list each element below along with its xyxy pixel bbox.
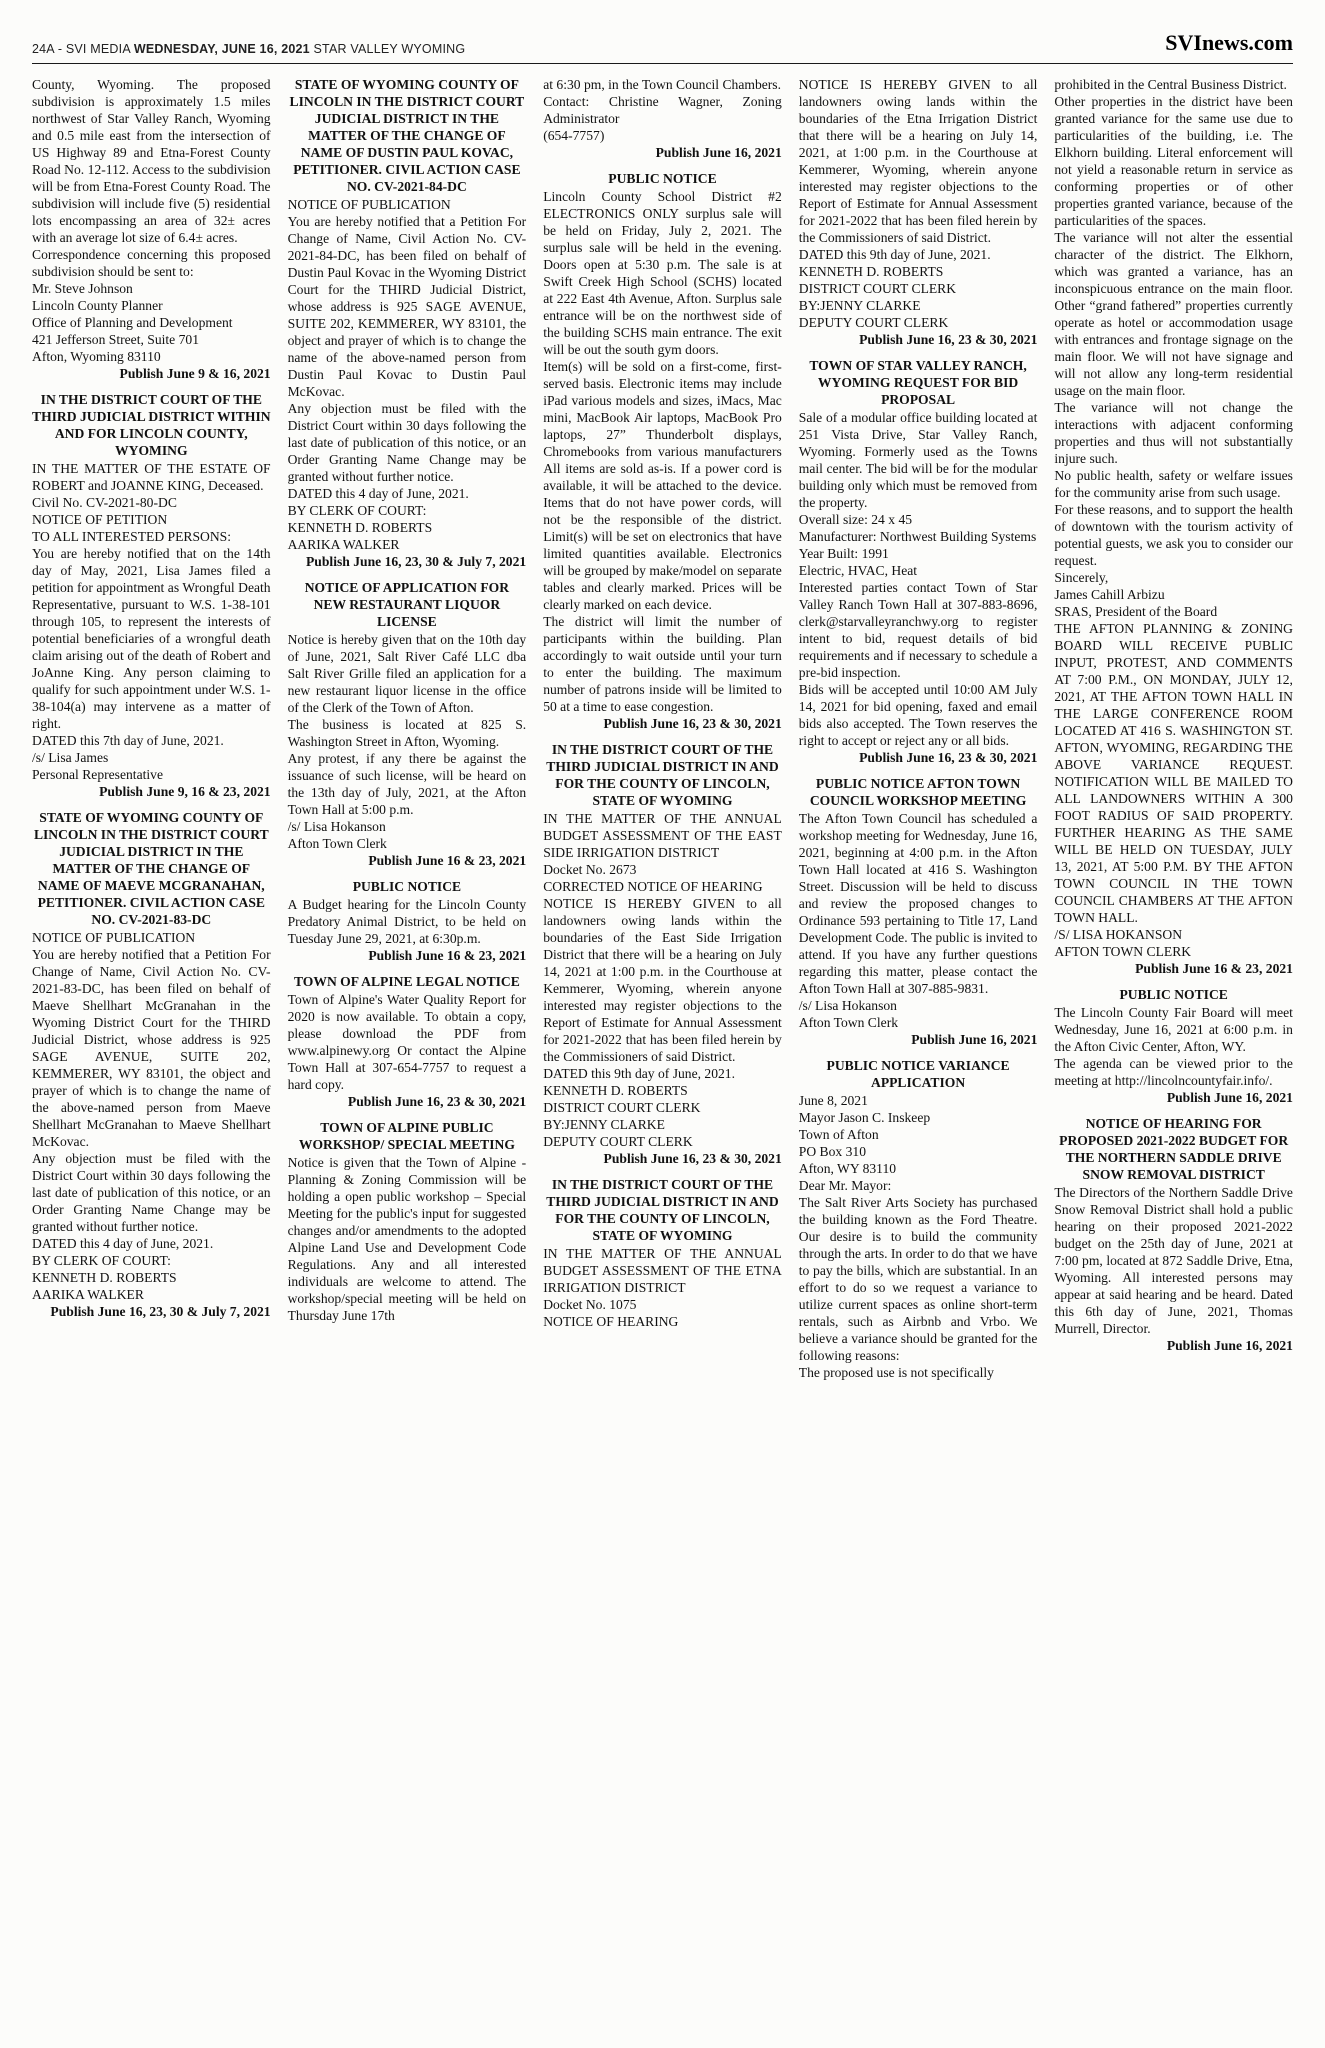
- notice-heading: PUBLIC NOTICE: [608, 171, 717, 186]
- folio-text: 24A - SVI MEDIA: [32, 42, 131, 56]
- notice-line: Docket No. 1075: [543, 1297, 637, 1312]
- notice-heading: STATE OF WYOMING COUNTY OF LINCOLN IN THE DISTRICT COURT JUDICIAL DISTRICT IN THE MATTER OF THE CHANGE OF NAME OF MAEVE MCGRANAHAN, PETITIONER. CIVIL ACTION CASE NO. CV-2021-83-DC: [33, 810, 269, 927]
- notice-paragraph: The business is located at 825 S. Washington Street in Afton, Wyoming.: [287, 717, 527, 749]
- notice-line: 421 Jefferson Street, Suite 701: [32, 332, 200, 347]
- notice-paragraph: Any protest, if any there be against the issuance of such license, will be heard on the 13th day of July, 2021, at the Afton Town Hall at 5:00 p.m.: [287, 751, 527, 817]
- page-folio: [32, 42, 465, 56]
- notice-line: KENNETH D. ROBERTS: [798, 264, 944, 279]
- notice-paragraph: Bids will be accepted until 10:00 AM July 14, 2021 for bid opening, faxed and email bids also accepted. The Town reserves the right to accept or reject any or all bids.: [798, 682, 1038, 748]
- notice-paragraph: The Lincoln County Fair Board will meet Wednesday, June 16, 2021 at 6:00 p.m. in the Afton Civic Center, Afton, WY.: [1054, 1005, 1293, 1054]
- notice-line: PO Box 310: [798, 1144, 867, 1159]
- notice-paragraph: The agenda can be viewed prior to the meeting at http://lincolncountyfair.info/.: [1054, 1056, 1293, 1088]
- column-4: [799, 76, 1038, 1381]
- notice-paragraph: CORRECTED NOTICE OF HEARING: [543, 879, 763, 894]
- notice-line: BY CLERK OF COURT:: [32, 1253, 171, 1268]
- notice-line: Afton, Wyoming 83110: [32, 349, 161, 364]
- notice-line: DATED this 9th day of June, 2021.: [798, 247, 991, 262]
- notice-paragraph: You are hereby notified that a Petition For Change of Name, Civil Action No. CV-2021-84-DC, has been filed on behalf of Dustin Paul Kovac in the Wyoming District Court for the THIRD Judicial District, whose address is 925 SAGE AVENUE, SUITE 202, KEMMERER, WY 83101, the object and prayer of which is to change the name of the above-named person from Dustin Paul Kovac to Dustin Paul McKovac.: [287, 214, 527, 399]
- notice-paragraph: You are hereby notified that on the 14th day of May, 2021, Lisa James filed a petition for appointment as Wrongful Death Representative, pursuant to W.S. 1-38-101 through 105, to represent the interests of potential beneficiaries of a wrongful death claim arising out of the death of Robert and JoAnne King. Any person claiming to qualify for such appointment under W.S. 1- 38-104(a) may intervene as a matter of right.: [32, 546, 271, 731]
- notice-paragraph: The proposed use is not specifically: [798, 1365, 994, 1380]
- publish-line: Publish June 16, 2021: [1166, 1090, 1293, 1105]
- notice-heading: TOWN OF ALPINE PUBLIC WORKSHOP/ SPECIAL MEETING: [298, 1120, 515, 1152]
- publish-line: Publish June 16, 23 & 30, 2021: [859, 750, 1038, 765]
- column-3: [543, 76, 782, 1381]
- publish-line: Publish June 16, 23, 30 & July 7, 2021: [50, 1304, 271, 1319]
- publish-line: Publish June 16 & 23, 2021: [1135, 961, 1293, 976]
- notice-line: DATED this 4 day of June, 2021.: [32, 1236, 214, 1251]
- notice-line: Mr. Steve Johnson: [32, 281, 133, 296]
- notice-line: KENNETH D. ROBERTS: [32, 1270, 177, 1285]
- notice-line: TO ALL INTERESTED PERSONS:: [32, 529, 232, 544]
- notice-line: Dear Mr. Mayor:: [798, 1178, 892, 1193]
- notice-paragraph: Other properties in the district have been granted variance for the same use due to particularities of the building, i.e. The Elkhorn building. Literal enforcement will not yield a reasonable return in service as conforming properties or of other properties granted variance, because of the particularities of the spaces.: [1054, 94, 1293, 228]
- notice-heading: PUBLIC NOTICE AFTON TOWN COUNCIL WORKSHOP MEETING: [809, 776, 1027, 808]
- notice-line: Afton Town Clerk: [287, 836, 387, 851]
- notice-paragraph: Item(s) will be sold on a first-come, first-served basis. Electronic items may include iPad various models and sizes, iMacs, Mac mini, MacBook Air laptops, MacBook Pro laptops, 27” Thunderbolt displays, Chromebooks from various manufacturers All items are sold as-is. If a power cord is available, it will be attached to the device. Items that do not have power cords, will not be the responsible of the district. Limit(s) will be set on electronics that have limited quantities available. Electronics will be grouped by make/model on separate tables and clearly marked. Prices will be clearly marked on each device.: [543, 359, 782, 612]
- column-5: [1054, 76, 1293, 1381]
- publish-line: Publish June 16, 23 & 30, 2021: [603, 716, 782, 731]
- notice-line: (654-7757): [543, 128, 605, 143]
- notice-heading: TOWN OF STAR VALLEY RANCH, WYOMING REQUEST FOR BID PROPOSAL: [809, 358, 1027, 407]
- publish-line: Publish June 16, 2021: [911, 1032, 1038, 1047]
- notice-line: NOTICE OF PUBLICATION: [287, 197, 451, 212]
- notice-line: Overall size: 24 x 45: [798, 512, 913, 527]
- masthead: [0, 0, 1325, 63]
- notice-line: BY:JENNY CLARKE: [543, 1117, 665, 1132]
- notice-paragraph: Contact: Christine Wagner, Zoning Administrator: [543, 94, 782, 126]
- notice-heading: STATE OF WYOMING COUNTY OF LINCOLN IN THE DISTRICT COURT JUDICIAL DISTRICT IN THE MATTER OF THE CHANGE OF NAME OF DUSTIN PAUL KOVAC, PETITIONER. CIVIL ACTION CASE NO. CV-2021-84-DC: [289, 77, 525, 194]
- notice-paragraph: prohibited in the Central Business District.: [1054, 77, 1287, 92]
- notice-paragraph: Lincoln County School District #2 ELECTRONICS ONLY surplus sale will be held on Friday, July 2, 2021. The surplus sale will be held in the evening. Doors open at 5:30 p.m. The sale is at Swift Creek High School (SCHS) located at 222 East 4th Avenue, Afton. Surplus sale entrance will be on the northwest side of the building SCHS main entrance. The exit will be out the south gym doors.: [543, 189, 782, 357]
- notice-paragraph: The Directors of the Northern Saddle Drive Snow Removal District shall hold a public hearing on their proposed 2021-2022 budget on the 25th day of June, 2021 at 7:00 pm, located at 872 Saddle Drive, Etna, Wyoming. All interested persons may appear at said hearing and be heard. Dated this 6th day of June, 2021, Thomas Murrell, Director.: [1054, 1185, 1293, 1336]
- notice-line: Mayor Jason C. Inskeep: [798, 1110, 931, 1125]
- notice-paragraph: THE AFTON PLANNING & ZONING BOARD WILL RECEIVE PUBLIC INPUT, PROTEST, AND COMMENTS AT 7:00 P.M., ON MONDAY, JULY 12, 2021, AT THE AFTON TOWN HALL IN THE LARGE CONFERENCE ROOM LOCATED AT 416 S. WASHINGTON ST. AFTON, WYOMING, REGARDING THE ABOVE VARIANCE REQUEST. NOTIFICATION WILL BE MAILED TO ALL LANDOWNERS WITHIN A 300 FOOT RADIUS OF SAID PROPERTY. FURTHER HEARING AS THE SAME WILL BE HELD ON TUESDAY, JULY 13, 2021, AT 5:00 P.M. BY THE AFTON TOWN COUNCIL IN THE TOWN COUNCIL CHAMBERS AT THE AFTON TOWN HALL.: [1054, 621, 1293, 925]
- notice-line: SRAS, President of the Board: [1054, 604, 1218, 619]
- notice-paragraph: Any objection must be filed with the District Court within 30 days following the last date of publication of this notice, or an Order Granting Name Change may be granted without further notice.: [32, 1151, 271, 1234]
- notice-paragraph: Interested parties contact Town of Star Valley Ranch Town Hall at 307-883-8696, clerk@starvalleyranchwy.org to register intent to bid, request details of bid requirements and if necessary to schedule a pre-bid inspection.: [798, 580, 1038, 680]
- notice-line: Personal Representative: [32, 767, 163, 782]
- notice-paragraph: NOTICE IS HEREBY GIVEN to all landowners owing lands within the boundaries of the Etna Irrigation District that there will be a hearing on July 14, 2021, at 1:00 p.m. in the Courthouse at Kemmerer, Wyoming, wherein anyone interested may register objections to the Report of Estimate for Annual Assessment for 2021-2022 that has been filed herein by the Commissioners of said District.: [798, 77, 1038, 245]
- column-2: [288, 76, 527, 1381]
- notice-line: Sincerely,: [1054, 570, 1109, 585]
- notice-heading: NOTICE OF APPLICATION FOR NEW RESTAURANT LIQUOR LICENSE: [304, 580, 510, 629]
- publish-line: Publish June 16, 23 & 30, 2021: [603, 1151, 782, 1166]
- notice-line: June 8, 2021: [798, 1093, 868, 1108]
- notice-line: AARIKA WALKER: [32, 1287, 144, 1302]
- notice-line: /s/ Lisa James: [32, 750, 109, 765]
- publish-line: Publish June 16, 23, 30 & July 7, 2021: [306, 554, 527, 569]
- notice-paragraph: NOTICE IS HEREBY GIVEN to all landowners owing lands within the boundaries of the East Side Irrigation District that there will be a hearing on July 14, 2021 at 1:00 p.m. in the Courthouse at Kemmerer, Wyoming, wherein anyone interested may register objections to the Report of Estimate for Annual Assessment for 2021-2022 that has been filed herein by the Commissioners of said District.: [543, 896, 782, 1064]
- issue-date: WEDNESDAY, JUNE 16, 2021: [133, 42, 310, 56]
- region-text: STAR VALLEY WYOMING: [313, 42, 466, 56]
- notice-paragraph: Town of Alpine's Water Quality Report for 2020 is now available. To obtain a copy, please download the PDF from www.alpinewy.org Or contact the Alpine Town Hall at 307-654-7757 to request a hard copy.: [287, 992, 527, 1092]
- publish-line: Publish June 9, 16 & 23, 2021: [99, 784, 271, 799]
- publish-line: Publish June 9 & 16, 2021: [119, 366, 271, 381]
- notice-line: DATED this 9th day of June, 2021.: [543, 1066, 735, 1081]
- notice-line: DISTRICT COURT CLERK: [543, 1100, 701, 1115]
- notice-heading: NOTICE OF HEARING FOR PROPOSED 2021-2022 BUDGET FOR THE NORTHERN SADDLE DRIVE SNOW REMOVAL DISTRICT: [1059, 1116, 1289, 1182]
- notice-line: Afton, WY 83110: [798, 1161, 897, 1176]
- notice-line: DATED this 4 day of June, 2021.: [287, 486, 469, 501]
- notice-line: Docket No. 2673: [543, 862, 637, 877]
- notice-paragraph: The district will limit the number of participants within the building. Plan accordingly to wait outside until your turn to enter the building. The maximum number of patrons inside will be limited to 50 at a time to ease congestion.: [543, 614, 782, 714]
- notice-line: Lincoln County Planner: [32, 298, 163, 313]
- notice-heading: PUBLIC NOTICE: [1119, 987, 1228, 1002]
- notice-paragraph: DATED this 7th day of June, 2021.: [32, 733, 224, 748]
- notice-heading: IN THE DISTRICT COURT OF THE THIRD JUDICIAL DISTRICT IN AND FOR THE COUNTY OF LINCOLN, STATE OF WYOMING: [546, 742, 779, 808]
- notice-line: AFTON TOWN CLERK: [1054, 944, 1192, 959]
- notice-paragraph: Notice is given that the Town of Alpine - Planning & Zoning Commission will be holding a open public workshop – Special Meeting for the public's input for suggested changes and/or amendments to the adopted Alpine Land Use and Development Code Regulations. Any and all interested individuals are welcome to attend. The workshop/special meeting will be held on Thursday June 17th: [287, 1155, 527, 1323]
- notice-paragraph: County, Wyoming. The proposed subdivision is approximately 1.5 miles northwest of Star Valley Ranch, Wyoming and 0.5 mile east from the intersection of US Highway 89 and Etna-Forest County Road No. 12-112. Access to the subdivision will be from Etna-Forest County Road. The subdivision will include five (5) residential lots encompassing an area of 32± acres with an average lot size of 6.4± acres.: [32, 77, 271, 245]
- notice-paragraph: No public health, safety or welfare issues for the community arise from such usage.: [1054, 468, 1293, 500]
- notice-line: NOTICE OF HEARING: [543, 1314, 679, 1329]
- notice-line: /s/ Lisa Hokanson: [287, 819, 386, 834]
- notice-line: BY:JENNY CLARKE: [798, 298, 921, 313]
- notice-line: KENNETH D. ROBERTS: [287, 520, 433, 535]
- notice-line: NOTICE OF PUBLICATION: [32, 930, 196, 945]
- notice-paragraph: The variance will not change the interactions with adjacent conforming properties and thus will not substantially injure such.: [1054, 400, 1293, 466]
- notice-heading: PUBLIC NOTICE: [352, 879, 462, 894]
- notice-line: /s/ Lisa Hokanson: [798, 998, 897, 1013]
- notice-paragraph: Correspondence concerning this proposed subdivision should be sent to:: [32, 247, 271, 279]
- publish-line: Publish June 16, 23 & 30, 2021: [859, 332, 1038, 347]
- notice-paragraph: Any objection must be filed with the District Court within 30 days following the last date of publication of this notice, or an Order Granting Name Change may be granted without further notice.: [287, 401, 527, 484]
- notice-paragraph: IN THE MATTER OF THE ANNUAL BUDGET ASSESSMENT OF THE ETNA IRRIGATION DISTRICT: [543, 1246, 782, 1295]
- notice-line: KENNETH D. ROBERTS: [543, 1083, 688, 1098]
- notice-heading: IN THE DISTRICT COURT OF THE THIRD JUDICIAL DISTRICT IN AND FOR THE COUNTY OF LINCOLN, STATE OF WYOMING: [546, 1177, 779, 1243]
- publish-line: Publish June 16, 23 & 30, 2021: [347, 1094, 527, 1109]
- notice-paragraph: The variance will not alter the essential character of the district. The Elkhorn, which was granted a variance, has an inconspicuous entrance on the main floor. Other “grand fathered” properties currently operate as hotel or accommodation usage with entrances and frontage signage on the main floor. We will not have signage and will not allow any long-term residential usage on the main floor.: [1054, 230, 1293, 398]
- publish-line: Publish June 16 & 23, 2021: [368, 853, 527, 868]
- notice-paragraph: A Budget hearing for the Lincoln County Predatory Animal District, to be held on Tuesday June 29, 2021, at 6:30p.m.: [287, 897, 527, 946]
- publish-line: Publish June 16, 2021: [655, 145, 782, 160]
- notice-paragraph: IN THE MATTER OF THE ANNUAL BUDGET ASSESSMENT OF THE EAST SIDE IRRIGATION DISTRICT: [543, 811, 782, 860]
- notice-paragraph: The Afton Town Council has scheduled a workshop meeting for Wednesday, June 16, 2021, beginning at 4:00 p.m. in the Afton Town Hall located at 416 S. Washington Street. Discussion will be held to discuss and review the proposed changes to Ordinance 593 pertaining to Title 17, Land Development Code. The public is invited to attend. If you have any further questions regarding this matter, please contact the Afton Town Hall at 307-885-9831.: [798, 811, 1038, 996]
- notice-heading: IN THE DISTRICT COURT OF THE THIRD JUDICIAL DISTRICT WITHIN AND FOR LINCOLN COUNTY, WYOMING: [32, 392, 271, 458]
- notice-paragraph: Manufacturer: Northwest Building Systems: [798, 529, 1037, 544]
- column-1: [32, 76, 271, 1381]
- notice-paragraph: Notice is hereby given that on the 10th day of June, 2021, Salt River Café LLC dba Salt River Grille filed an application for a new restaurant liquor license in the office of the Clerk of the Town of Afton.: [287, 632, 527, 715]
- notice-line: DEPUTY COURT CLERK: [798, 315, 949, 330]
- publish-line: Publish June 16 & 23, 2021: [368, 948, 527, 963]
- notice-paragraph: Sale of a modular office building located at 251 Vista Drive, Star Valley Ranch, Wyoming. Formerly used as the Towns mail center. The bid will be for the modular building only which must be removed from the property.: [798, 410, 1038, 510]
- notice-line: James Cahill Arbizu: [1054, 587, 1165, 602]
- notice-heading: PUBLIC NOTICE VARIANCE APPLICATION: [826, 1058, 1010, 1090]
- notice-line: Year Built: 1991: [798, 546, 889, 561]
- notice-paragraph: The Salt River Arts Society has purchased the building known as the Ford Theatre. Our desire is to build the community through the arts. In order to do that we have to pay the bills, which are substantial. In an effort to do so we request a variance to utilize current spaces as online short-term rentals, such as Airbnb and Vrbo. We believe a variance should be granted for the following reasons:: [798, 1195, 1038, 1363]
- legal-notices-columns: [0, 64, 1325, 1381]
- notice-line: DISTRICT COURT CLERK: [798, 281, 957, 296]
- notice-line: BY CLERK OF COURT:: [287, 503, 427, 518]
- site-logo: SVInews.com: [1165, 30, 1293, 55]
- notice-heading: TOWN OF ALPINE LEGAL NOTICE: [293, 974, 520, 989]
- notice-paragraph: You are hereby notified that a Petition For Change of Name, Civil Action No. CV-2021-83-DC, has been filed on behalf of Maeve Shellhart McGranahan in the Wyoming District Court for the THIRD Judicial District, whose address is 925 SAGE AVENUE, SUITE 202, KEMMERER, WY 83101, the object and prayer of which is to change the name of the above-named person from Maeve Shellhart McGranahan to Maeve Shellhart McKovac.: [32, 947, 271, 1149]
- notice-paragraph: For these reasons, and to support the health of downtown with the tourism activity of potential guests, we ask you to consider our request.: [1054, 502, 1293, 568]
- publish-line: Publish June 16, 2021: [1166, 1338, 1293, 1353]
- notice-paragraph: Office of Planning and Development: [32, 315, 233, 330]
- notice-line: Afton Town Clerk: [798, 1015, 899, 1030]
- notice-paragraph: IN THE MATTER OF THE ESTATE OF ROBERT and JOANNE KING, Deceased.: [32, 461, 271, 493]
- notice-line: Electric, HVAC, Heat: [798, 563, 918, 578]
- notice-line: Town of Afton: [798, 1127, 879, 1142]
- notice-line: AARIKA WALKER: [287, 537, 400, 552]
- notice-line: NOTICE OF PETITION: [32, 512, 168, 527]
- notice-line: DEPUTY COURT CLERK: [543, 1134, 693, 1149]
- notice-line: Civil No. CV-2021-80-DC: [32, 495, 177, 510]
- notice-paragraph: at 6:30 pm, in the Town Council Chambers.: [543, 77, 781, 92]
- notice-line: /S/ LISA HOKANSON: [1054, 927, 1183, 942]
